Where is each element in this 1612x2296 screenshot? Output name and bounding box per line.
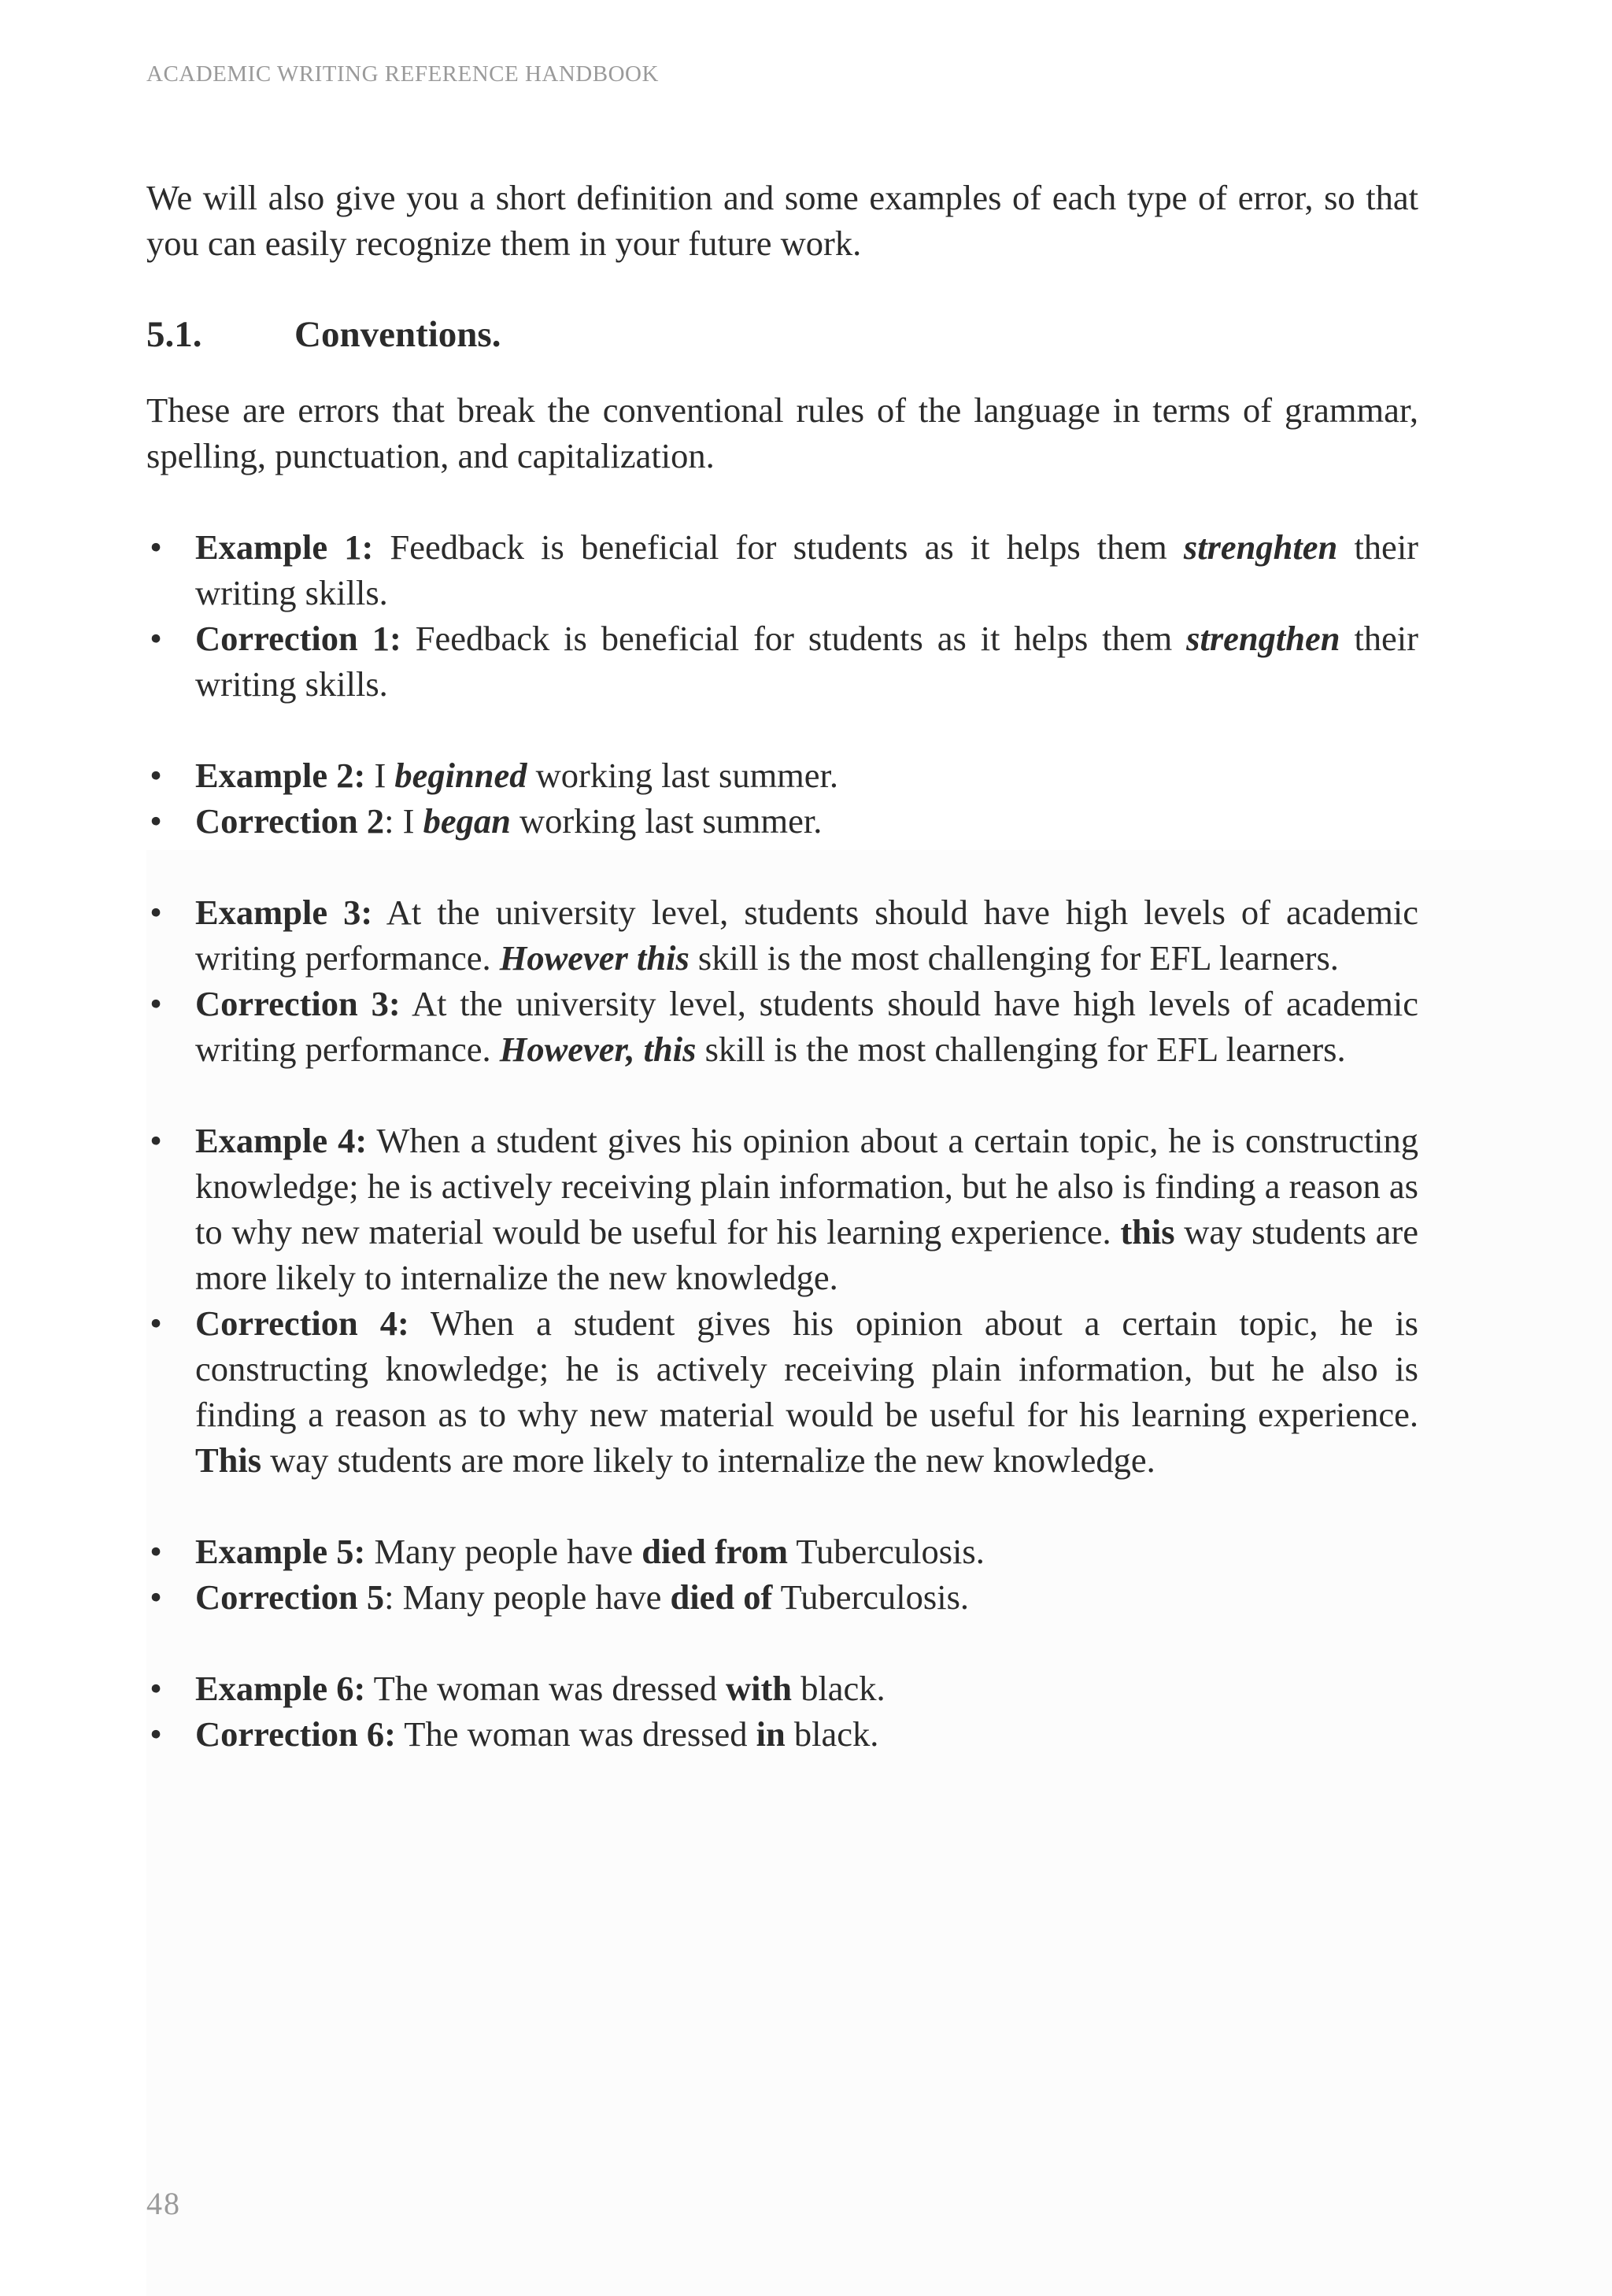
bullet-icon: • [150, 1669, 162, 1708]
correction-text-before: Feedback is beneficial for students as it helps them [401, 619, 1187, 658]
correction-item [146, 616, 1418, 707]
correction-label: Correction 2 [195, 801, 385, 841]
example-error-highlight: beginned [394, 756, 527, 795]
example-item [146, 1118, 1418, 1300]
correction-text-before: : I [384, 801, 423, 841]
correction-item [146, 981, 1418, 1072]
section-title: Conventions. [294, 314, 501, 355]
correction-item [146, 1300, 1418, 1483]
bullet-icon: • [150, 527, 162, 567]
correction-text-before: : Many people have [384, 1577, 671, 1617]
correction-fix-highlight: This [195, 1440, 262, 1480]
bullet-icon: • [150, 1532, 162, 1571]
correction-fix-highlight: began [423, 801, 511, 841]
bullet-icon: • [150, 984, 162, 1023]
example-error-highlight: However this [499, 938, 690, 978]
example-group-2 [146, 752, 1418, 844]
example-label: Example 3: [195, 893, 373, 932]
example-group-6 [146, 1666, 1418, 1757]
example-text-after: way students are more likely to internalize the new knowledge. [195, 1212, 1418, 1297]
correction-text-after: working last summer. [510, 801, 823, 841]
correction-label: Correction 4: [195, 1303, 409, 1343]
example-text-before: Many people have [365, 1532, 642, 1571]
correction-label: Correction 3: [195, 984, 401, 1023]
correction-item [146, 798, 1418, 844]
example-group-4 [146, 1118, 1418, 1483]
example-text-before: When a student gives his opinion about a certain topic, he is constructing knowledge; he is actively receiving plain information, but he also is finding a reason as to why new material would be useful for his learning experience. [195, 1121, 1418, 1252]
example-item [146, 1529, 1418, 1574]
example-label: Example 2: [195, 756, 366, 795]
bullet-icon: • [150, 1577, 162, 1617]
example-text-before: Feedback is beneficial for students as it helps them [373, 527, 1184, 567]
example-label: Example 6: [195, 1669, 366, 1708]
correction-text-after: Tuberculosis. [772, 1577, 970, 1617]
correction-text-after: their writing skills. [195, 619, 1418, 704]
correction-text-after: way students are more likely to internalize the new knowledge. [261, 1440, 1155, 1480]
bullet-icon: • [150, 893, 162, 932]
correction-label: Correction 1: [195, 619, 401, 658]
section-heading [146, 312, 1418, 357]
example-item [146, 889, 1418, 981]
bullet-icon: • [150, 756, 162, 795]
example-item [146, 524, 1418, 616]
correction-fix-highlight: However, this [499, 1030, 697, 1069]
correction-text-before: The woman was dressed [395, 1714, 756, 1754]
example-text-after: black. [792, 1669, 885, 1708]
example-group-1 [146, 524, 1418, 707]
correction-text-after: black. [785, 1714, 879, 1754]
correction-item [146, 1711, 1418, 1757]
section-description: These are errors that break the conventional rules of the language in terms of grammar, spelling, punctuation, and capitalization. [146, 390, 1418, 475]
example-text-before: I [365, 756, 395, 795]
correction-text-before: At the university level, students should have high levels of academic writing performance. [195, 984, 1418, 1069]
example-text-after: working last summer. [527, 756, 839, 795]
correction-fix-highlight: in [756, 1714, 786, 1754]
running-header: ACADEMIC WRITING REFERENCE HANDBOOK [146, 61, 659, 87]
example-item [146, 1666, 1418, 1711]
example-label: Example 5: [195, 1532, 366, 1571]
example-text-before: The woman was dressed [365, 1669, 726, 1708]
correction-text-after: skill is the most challenging for EFL learners. [696, 1030, 1346, 1069]
page-content [146, 175, 1418, 1802]
example-label: Example 1: [195, 527, 374, 567]
example-text-after: their writing skills. [195, 527, 1418, 612]
correction-fix-highlight: strengthen [1186, 619, 1340, 658]
example-error-highlight: with [725, 1669, 793, 1708]
example-label: Example 4: [195, 1121, 368, 1160]
example-text-before: At the university level, students should have high levels of academic writing performance. [195, 893, 1418, 978]
example-text-after: Tuberculosis. [788, 1532, 985, 1571]
example-group-5 [146, 1529, 1418, 1620]
bullet-icon: • [150, 1121, 162, 1160]
example-error-highlight: died from [641, 1532, 789, 1571]
correction-item [146, 1574, 1418, 1620]
example-item [146, 752, 1418, 798]
example-group-3 [146, 889, 1418, 1072]
bullet-icon: • [150, 1303, 162, 1343]
example-error-highlight: this [1120, 1212, 1175, 1252]
bullet-icon: • [150, 1714, 162, 1754]
intro-paragraph: We will also give you a short definition and some examples of each type of error, so that you can easily recognize them in your future work. [146, 178, 1418, 263]
section-number: 5.1. [146, 314, 202, 355]
correction-text-before: When a student gives his opinion about a certain topic, he is constructing knowledge; he is actively receiving plain information, but he also is finding a reason as to why new material would be useful for his learning experience. [195, 1303, 1418, 1434]
page-number: 48 [146, 2186, 181, 2221]
bullet-icon: • [150, 801, 162, 841]
correction-label: Correction 5 [195, 1577, 385, 1617]
example-error-highlight: strenghten [1183, 527, 1338, 567]
correction-fix-highlight: died of [670, 1577, 773, 1617]
bullet-icon: • [150, 619, 162, 658]
example-text-after: skill is the most challenging for EFL learners. [689, 938, 1339, 978]
correction-label: Correction 6: [195, 1714, 396, 1754]
